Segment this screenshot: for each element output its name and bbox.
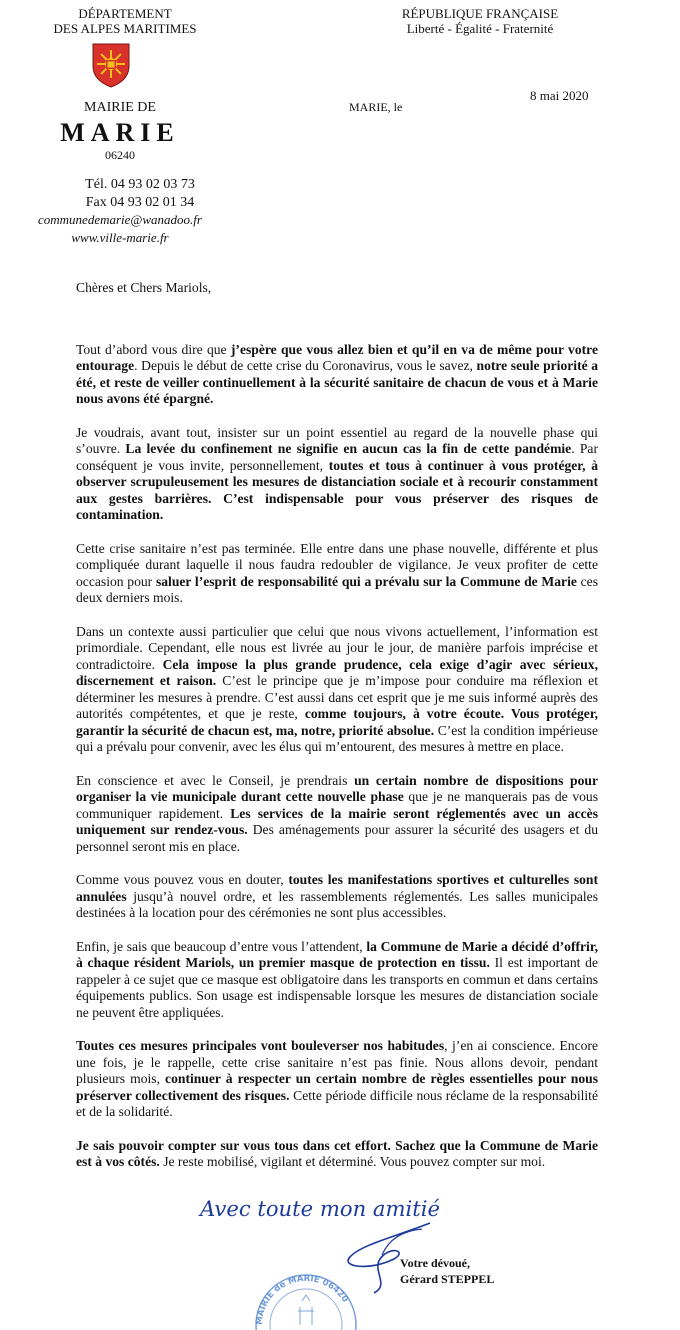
- text-run: Tout d’abord vous dire que: [76, 341, 231, 357]
- text-run: C’est le principe que je m’impose pour conduire ma réflexion et déterminer les mesures à prendre. C’est aussi dans cet esprit que je me suis informé auprès des autorités compétentes, et que je reste,: [76, 673, 598, 721]
- letter-place: MARIE, le: [349, 100, 403, 114]
- letter-paragraph: [76, 872, 598, 922]
- text-run: , j’en ai conscience. Encore une fois, je le rappelle, cette crise sanitaire n’est pas finie. Nous allons devoir, pendant plusieurs mois,: [76, 1038, 598, 1086]
- postal-code: 06240: [105, 148, 135, 162]
- phone-number: Tél. 04 93 02 03 73: [85, 177, 195, 192]
- bold-text-run: j’espère que vous allez bien et qu’il en va de même pour votre entourage: [76, 341, 598, 373]
- republic-header: [380, 6, 580, 36]
- department-line-1: DÉPARTEMENT: [78, 6, 172, 21]
- letter-paragraph: [76, 1038, 598, 1121]
- text-run: que je ne manquerais pas de vous communiquer rapidement.: [76, 789, 598, 821]
- email-address: communedemarie@wanadoo.fr: [38, 212, 202, 227]
- republic-name: RÉPUBLIQUE FRANÇAISE: [401, 6, 559, 21]
- letter-paragraph: [76, 541, 598, 607]
- text-run: jusqu’à nouvel ordre, et les rassemblements réglementés. Les salles municipales destinées à la location pour des cérémonies ne sont plus accessibles.: [76, 888, 598, 920]
- bold-text-run: Les services de la mairie seront réglementés avec un accès uniquement sur rendez-vous.: [76, 805, 598, 837]
- text-run: . Par conséquent je vous invite, personnellement,: [76, 441, 598, 473]
- text-run: En conscience et avec le Conseil, je prendrais: [76, 772, 355, 788]
- svg-text:MAIRIE de MARIE 06420: MAIRIE de MARIE 06420: [254, 1273, 350, 1326]
- bold-text-run: la Commune de Marie a décidé d’offrir, à chaque résident Mariols, un premier masque de protection en tissu.: [76, 938, 598, 970]
- letter-greeting: Chères et Chers Mariols,: [76, 280, 212, 295]
- text-run: Comme vous pouvez vous en douter,: [76, 872, 289, 887]
- bold-text-run: saluer l’esprit de responsabilité qui a prévalu sur la Commune de Marie: [155, 573, 577, 589]
- text-run: Des aménagements pour assurer la sécurité des usagers et du personnel seront mis en place.: [76, 822, 599, 854]
- letter-paragraph: [76, 939, 598, 1022]
- bold-text-run: toutes et tous à continuer à vous protéger, à observer scrupuleusement les mesures de distanciation sociale et à recourir constamment aux gestes barrières. C’est indispensable pour vous préserver des risques de contamination.: [76, 457, 598, 522]
- mairie-stamp-icon: [250, 1255, 360, 1330]
- signatory-name: Gérard STEPPEL: [400, 1272, 495, 1286]
- letter-paragraph: [76, 1138, 598, 1171]
- letter-paragraph: [76, 425, 598, 524]
- letter-body: [76, 280, 598, 1188]
- town-name: MARIE: [60, 118, 180, 147]
- closing-block: [400, 1255, 494, 1287]
- bold-text-run: notre seule priorité a été, et reste de veiller continuellement à la sécurité sanitaire de chacun de vous et à Marie nous avons été épargné.: [76, 358, 599, 406]
- mairie-de-label: MAIRIE DE: [84, 100, 156, 115]
- letter-paragraphs: [76, 342, 598, 1171]
- text-run: C’est la condition impérieuse qui a prévalu pour convenir, avec les élus qui m’entourent, des mesures à mettre en place.: [76, 722, 598, 754]
- fax-number: Fax 04 93 02 01 34: [85, 195, 195, 210]
- text-run: Cette crise sanitaire n’est pas terminée. Elle entre dans une phase nouvelle, différente et plus compliquée durant laquelle il nous faudra redoubler de vigilance. Je veux profiter de cette occasion pour: [76, 540, 598, 589]
- letter-paragraph: [76, 624, 598, 756]
- letter-date: 8 mai 2020: [530, 88, 589, 103]
- text-run: Je reste mobilisé, vigilant et déterminé. Vous pouvez compter sur moi.: [159, 1154, 546, 1169]
- bold-text-run: toutes les manifestations sportives et culturelles sont annulées: [76, 872, 598, 904]
- text-run: . Depuis le début de cette crise du Coronavirus, vous le savez,: [134, 358, 477, 373]
- bold-text-run: un certain nombre de dispositions pour organiser la vie municipale durant cette nouvelle phase: [76, 772, 599, 804]
- letter-paragraph: [76, 342, 598, 408]
- department-name: [40, 6, 210, 36]
- website-address: www.ville-marie.fr: [71, 230, 169, 245]
- bold-text-run: comme toujours, à votre écoute. Vous protéger, garantir la sécurité de chacun est, ma, notre, priorité absolue.: [76, 706, 599, 738]
- closing-formula: Votre dévoué,: [400, 1256, 470, 1270]
- text-run: Enfin, je sais que beaucoup d’entre vous l’attendent,: [76, 938, 367, 954]
- svg-text:Avec toute mon amitié: Avec toute mon amitié: [197, 1197, 440, 1221]
- republic-motto: Liberté - Égalité - Fraternité: [406, 21, 554, 36]
- text-run: Dans un contexte aussi particulier que celui que nous vivons actuellement, l’information est primordiale. Cependant, elle nous est livrée au jour le jour, de manière parfois imprécise et contradictoire.: [76, 623, 598, 672]
- bold-text-run: Cela impose la plus grande prudence, cela exige d’agir avec sérieux, discernement et raison.: [76, 656, 599, 688]
- text-run: Il est important de rappeler à ce sujet que ce masque est obligatoire dans les transports en commun et dans certains équipements publics. Son usage est indispensable lorsque les mesures de distanciation sociale ne peuvent être appliquées.: [76, 955, 599, 1020]
- bold-text-run: La levée du confinement ne signifie en aucun cas la fin de cette pandémie: [125, 441, 572, 456]
- letter-paragraph: [76, 773, 598, 856]
- bold-text-run: continuer à respecter un certain nombre de règles essentielles pour nous préserver collectivement des risques.: [76, 1071, 599, 1103]
- coat-of-arms-icon: [91, 42, 131, 88]
- bold-text-run: Je sais pouvoir compter sur vous tous dans cet effort. Sachez que la Commune de Marie est à vos côtés.: [76, 1137, 598, 1169]
- text-run: Cette période difficile nous réclame de la responsabilité et de la solidarité.: [76, 1087, 598, 1119]
- department-line-2: DES ALPES MARITIMES: [53, 21, 197, 36]
- text-run: Je voudrais, avant tout, insister sur un point essentiel au regard de la nouvelle phase qui s’ouvre.: [76, 424, 598, 456]
- text-run: ces deux derniers mois.: [76, 573, 598, 605]
- bold-text-run: Toutes ces mesures principales vont bouleverser nos habitudes: [76, 1038, 445, 1053]
